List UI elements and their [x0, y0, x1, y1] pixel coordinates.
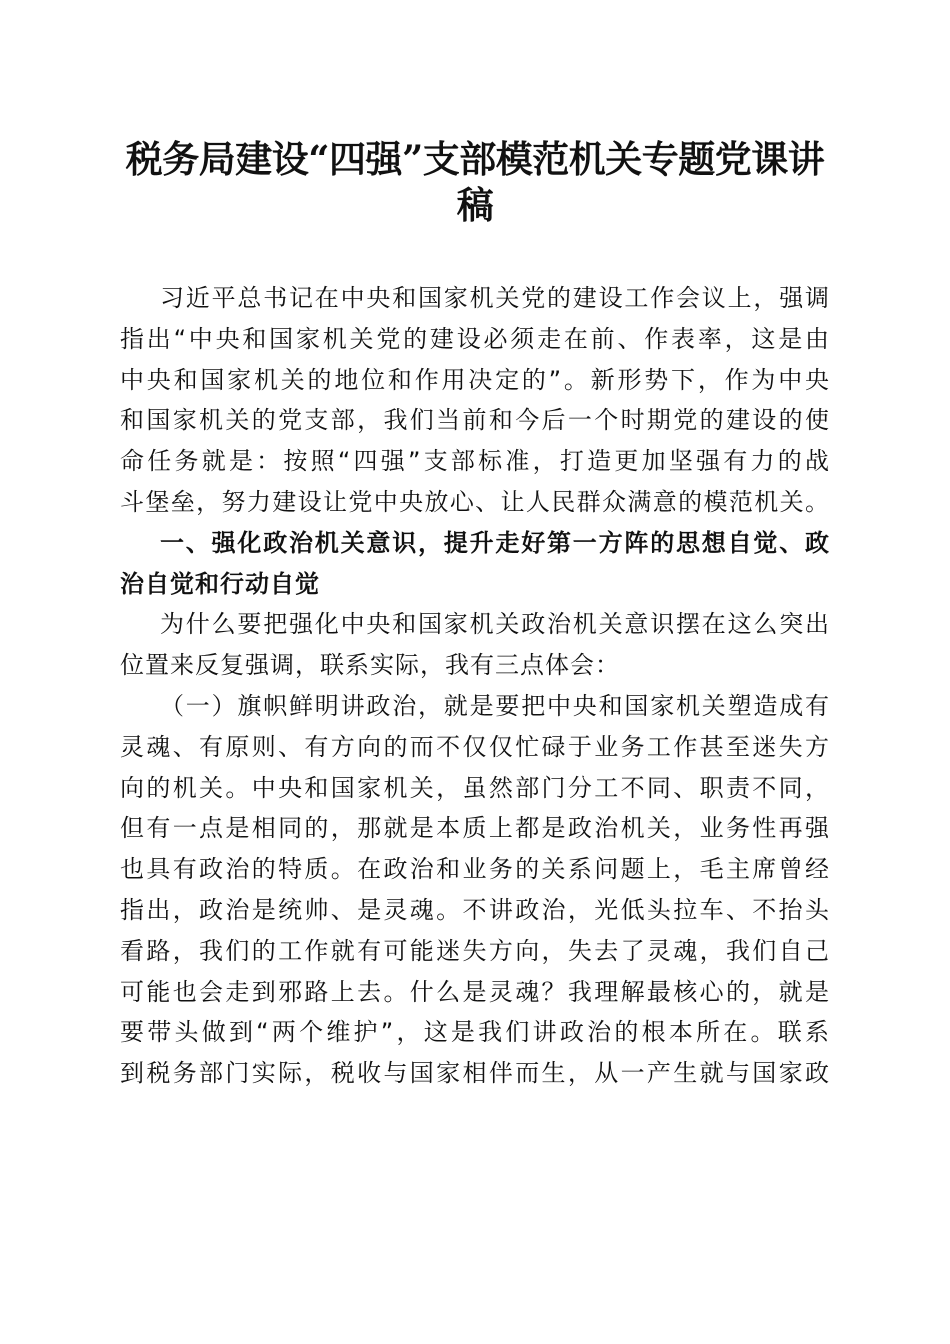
title-line: 稿	[456, 183, 494, 227]
title-line: 税务局建设“四强”支部模范机关专题党课讲	[125, 137, 825, 181]
text-line: 要带头做到“两个维护”，这是我们讲政治的根本所在。联系	[120, 1018, 830, 1047]
text-line: 习近平总书记在中央和国家机关党的建设工作会议上，强调	[160, 284, 830, 312]
text-line: 但有一点是相同的，那就是本质上都是政治机关，业务性再强	[120, 814, 830, 843]
text-line: 和国家机关的党支部，我们当前和今后一个时期党的建设的使	[120, 406, 830, 435]
paragraph-question	[120, 604, 830, 686]
section-heading	[120, 523, 830, 605]
heading-line: 治自觉和行动自觉	[120, 569, 320, 598]
document-body	[120, 278, 830, 1094]
text-line: 也具有政治的特质。在政治和业务的关系问题上，毛主席曾经	[120, 855, 830, 884]
heading-line: 一、强化政治机关意识，提升走好第一方阵的思想自觉、政	[160, 528, 830, 557]
text-line: 中央和国家机关的地位和作用决定的”。新形势下，作为中央	[120, 365, 830, 394]
paragraph-intro	[120, 278, 830, 523]
text-line: 指出“中央和国家机关党的建设必须走在前、作表率，这是由	[120, 324, 830, 353]
text-line: 到税务部门实际，税收与国家相伴而生，从一产生就与国家政	[120, 1059, 830, 1088]
text-line: 看路，我们的工作就有可能迷失方向，失去了灵魂，我们自己	[120, 936, 830, 965]
text-line: 灵魂、有原则、有方向的而不仅仅忙碌于业务工作甚至迷失方	[120, 732, 830, 761]
text-line: 斗堡垒，努力建设让党中央放心、让人民群众满意的模范机关。	[120, 487, 830, 516]
paragraph-point-one	[120, 686, 830, 1094]
text-line: 位置来反复强调，联系实际，我有三点体会：	[120, 651, 620, 680]
text-line: 命任务就是：按照“四强”支部标准，打造更加坚强有力的战	[120, 447, 830, 476]
text-line: 为什么要把强化中央和国家机关政治机关意识摆在这么突出	[160, 610, 830, 639]
text-line: 指出，政治是统帅、是灵魂。不讲政治，光低头拉车、不抬头	[120, 895, 830, 924]
document-title	[100, 136, 850, 228]
text-line: 可能也会走到邪路上去。什么是灵魂？我理解最核心的，就是	[120, 977, 830, 1006]
text-line: 向的机关。中央和国家机关，虽然部门分工不同、职责不同，	[120, 773, 830, 802]
text-line: （一）旗帜鲜明讲政治，就是要把中央和国家机关塑造成有	[160, 691, 830, 720]
